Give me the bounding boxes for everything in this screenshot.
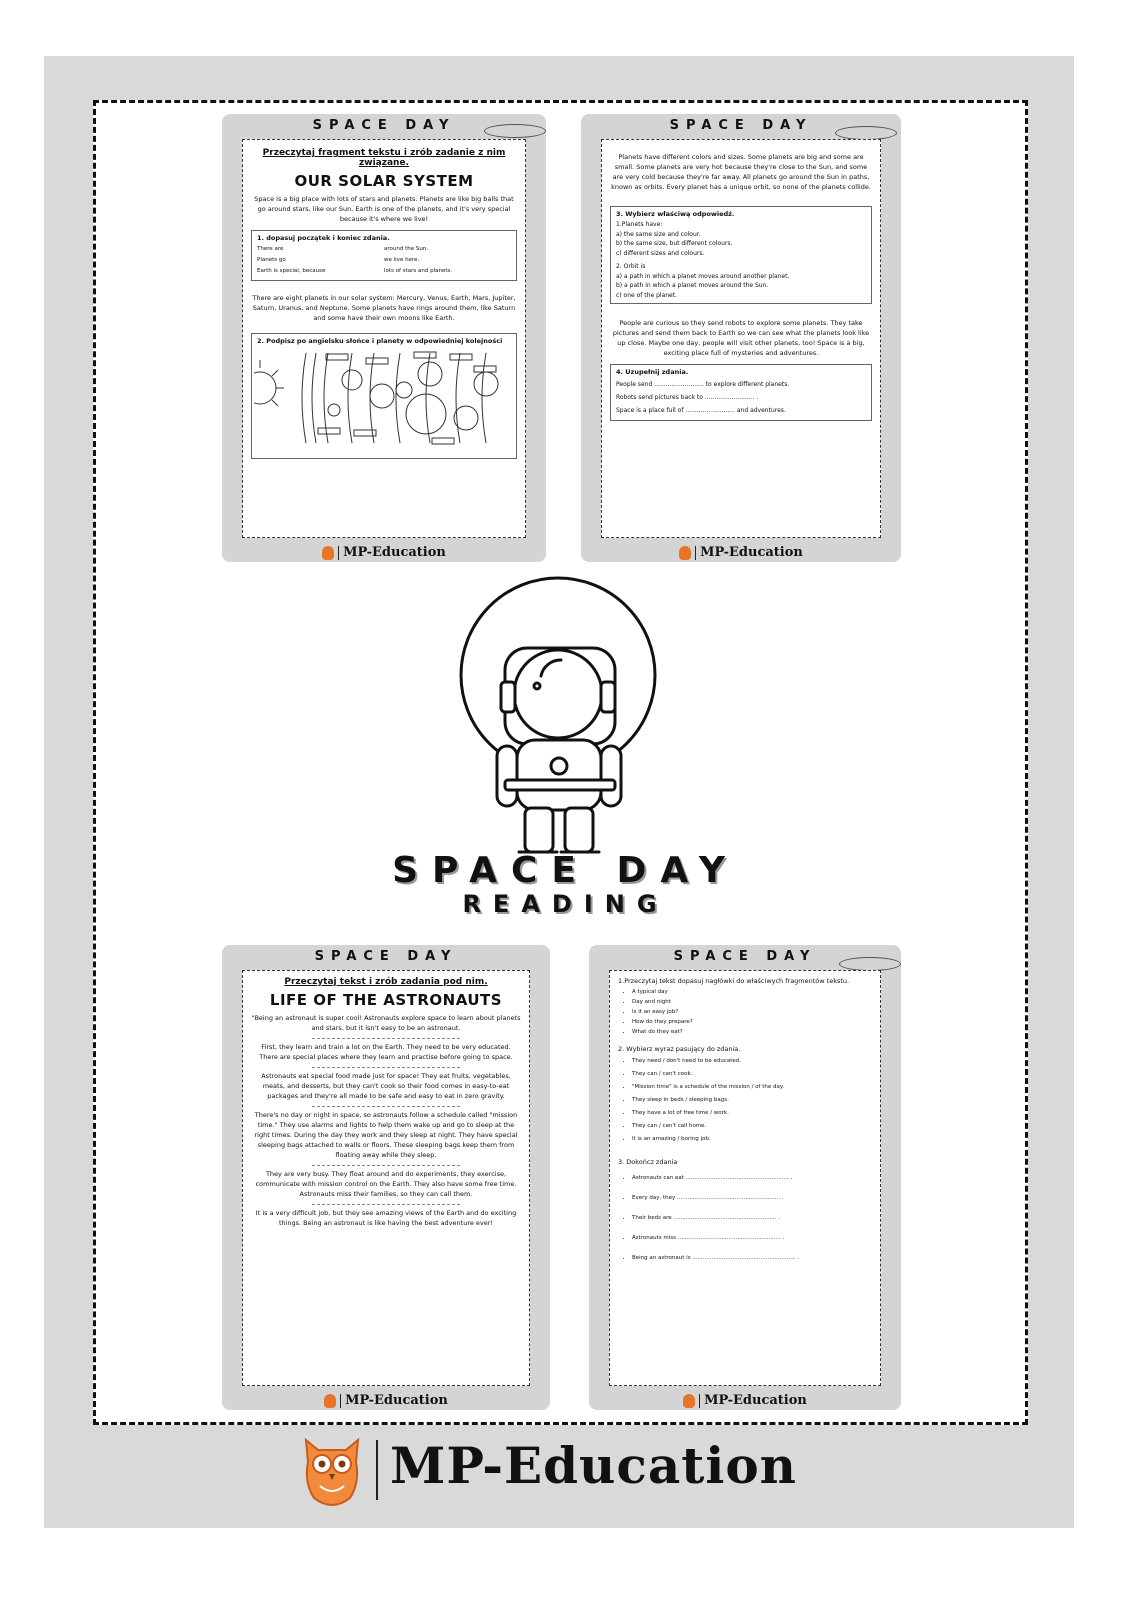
paragraph: Planets have different colors and sizes. Some planets are big and some are small. Some planets are very hot because they're close to the Sun, and some are very cold because they're far away. All planets go around the Sun in paths, known as orbits. Every planet has a unique orbit, so none of the planets collide. xyxy=(611,153,871,191)
owl-icon xyxy=(679,546,691,560)
task-title: 2. Podpisz po angielsku słońce i planety w odpowiedniej kolejności xyxy=(257,337,503,345)
task-box: 3. Wybierz właściwą odpowiedź. 1.Planets have: a) the same size and colour. b) the same size, but different colours. c) different sizes and colours. 2. Orbit is a) a path in which a planet moves around another planet. b) a path in which a planet moves around the Sun. c) one of the planet. xyxy=(610,206,872,304)
sheet-header: SPACE DAY xyxy=(312,118,456,133)
choices-list: • They need / don't need to be educated. • They can / can't cook. • "Mission time" is a schedule of the mission / of the day. • They sleep in beds / sleeping bags. • They have a lot of free time / work. • They can / can't call home. • It is an amazing / boring job. xyxy=(632,1055,872,1146)
owl-logo-icon xyxy=(300,1432,364,1508)
sheet-content xyxy=(242,139,526,538)
paragraph: People are curious so they send robots to explore some planets. They take pictures and send them back to Earth so we can see what the planets look like up close. Maybe one day, people will visit other planets, too! Space is a big, exciting place full of mysteries and adventures. xyxy=(612,319,870,357)
sheet-content xyxy=(601,139,881,538)
sheet-footer: MP-Education xyxy=(581,545,901,560)
astronaut-illustration xyxy=(445,576,685,856)
match-row: There are around the Sun. xyxy=(257,246,429,252)
paragraph: It is a very difficult job, but they see amazing views of the Earth and do exciting things. Being an astronaut is like having the best adventure ever! xyxy=(255,1209,517,1227)
planet-icon xyxy=(484,124,546,138)
paragraph: They are very busy. They float around and do experiments, they exercise, communicate with mission control on the Earth. They also have some free time. Astronauts miss their families, so they can call them. xyxy=(255,1170,517,1198)
worksheet-page-3 xyxy=(222,945,550,1410)
instruction: Przeczytaj fragment tekstu i zrób zadanie z nim związane. xyxy=(262,148,506,168)
owl-icon xyxy=(324,1394,336,1408)
task-title: 3. Dokończ zdania xyxy=(618,1158,678,1166)
task-title: 1. dopasuj początek i koniec zdania. xyxy=(257,234,390,242)
task-box: 4. Uzupełnij zdania. People send .......................... to explore different planets. Robots send pictures back to .......................... . Space is a place full of .......................... and adventures. xyxy=(610,364,872,421)
solar-system-drawing xyxy=(254,348,516,448)
task-title: 2. Wybierz wyraz pasujący do zdania. xyxy=(618,1045,741,1053)
paragraph: "Being an astronaut is super cool! Astronauts explore space to learn about planets and stars, but it isn't easy to be an astronaut. xyxy=(251,1014,521,1032)
sheet-header: SPACE DAY xyxy=(673,949,817,964)
paragraph: Space is a big place with lots of stars and planets. Planets are like big balls that go around stars, like our Sun. Earth is one of the planets, and it's very special because it's where we live! xyxy=(254,195,514,223)
match-row: Planets go we live here. xyxy=(257,257,420,263)
paragraph: There are eight planets in our solar system: Mercury, Venus, Earth, Mars, Jupiter, Saturn, Uranus, and Neptune. Some planets have rings around them, like Saturn and some have their own moons like Earth. xyxy=(252,294,516,322)
task-box xyxy=(251,333,517,459)
task-title: 3. Wybierz właściwą odpowiedź. xyxy=(616,210,735,218)
match-row: Earth is special, because lots of stars and planets. xyxy=(257,268,453,274)
planet-icon xyxy=(835,126,897,140)
worksheet-page-1 xyxy=(222,114,546,562)
planet-icon xyxy=(839,957,901,971)
cover-subtitle: READING xyxy=(462,890,669,918)
sheet-header: SPACE DAY xyxy=(314,949,458,964)
page-title: OUR SOLAR SYSTEM xyxy=(294,172,474,190)
instruction: Przeczytaj tekst i zrób zadania pod nim. xyxy=(284,977,488,987)
sheet-footer: MP-Education xyxy=(222,1393,550,1408)
worksheet-page-2 xyxy=(581,114,901,562)
paragraph: First, they learn and train a lot on the Earth. They need to be very educated. There are special places where they learn and practise before going to space. xyxy=(259,1043,513,1061)
sheet-footer: MP-Education xyxy=(222,545,546,560)
cover-title: SPACE DAY xyxy=(392,850,739,891)
page-title: LIFE OF THE ASTRONAUTS xyxy=(269,991,503,1009)
completion-list: • Astronauts can eat ........................................................... . • Every day, they ........................................................... . • Their beds are ........................................................... . • Astronauts miss ........................................................... . • Being an astronaut is ........................................................... . xyxy=(632,1168,872,1268)
sheet-footer: MP-Education xyxy=(589,1393,901,1408)
task-box xyxy=(251,230,517,281)
paragraph: There's no day or night in space, so astronauts follow a schedule called "mission time." They use alarms and lights to help them wake up and go to sleep at the right times. During the day they work and they sleep at night. They have special sleeping bags attached to walls or floors. These sleeping bags keep them from floating away while they sleep. xyxy=(254,1111,518,1159)
divider xyxy=(376,1440,378,1500)
task-title: 4. Uzupełnij zdania. xyxy=(616,368,689,376)
headings-list: • A typical day • Day and night • Is it an easy job? • How do they prepare? • What do they eat? xyxy=(632,987,872,1037)
task-title: 1.Przeczytaj tekst dopasuj nagłówki do właściwych fragmentów tekstu. xyxy=(618,977,850,985)
owl-icon xyxy=(322,546,334,560)
sheet-header: SPACE DAY xyxy=(669,118,813,133)
sheet-content xyxy=(609,970,881,1386)
sheet-content xyxy=(242,970,530,1386)
paragraph: Astronauts eat special food made just for space! They eat fruits, vegetables, meats, and desserts, but they can't cook so their food comes in easy-to-eat packages and they're all made to be safe and easy to eat in zero gravity. xyxy=(261,1072,511,1100)
worksheet-page-4 xyxy=(589,945,901,1410)
owl-icon xyxy=(683,1394,695,1408)
brand-name: MP-Education xyxy=(390,1436,798,1495)
